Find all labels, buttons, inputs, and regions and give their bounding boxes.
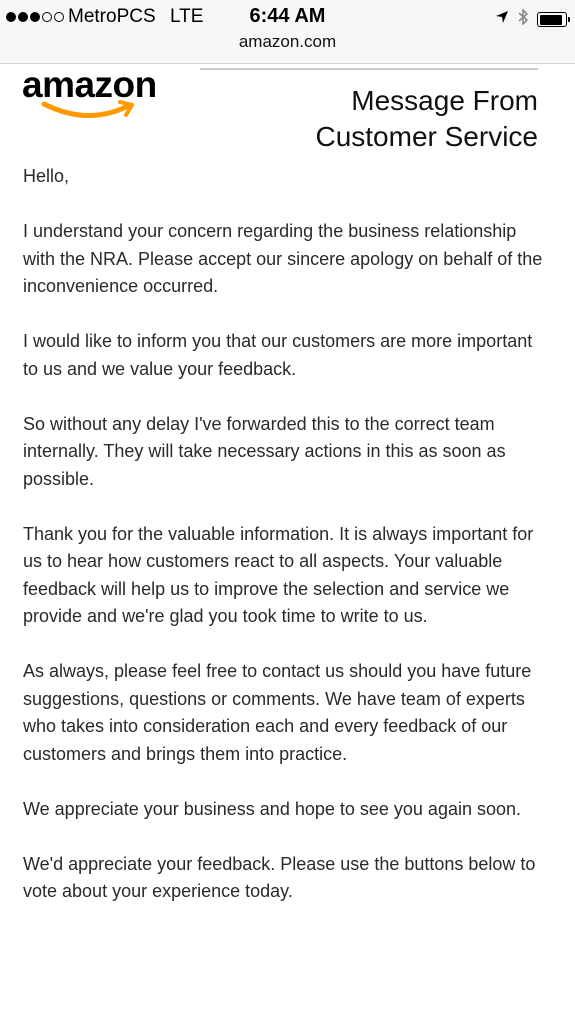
header-divider — [200, 68, 538, 70]
amazon-smile-icon — [40, 98, 140, 122]
title-line-1: Message From — [351, 85, 538, 116]
carrier-name: MetroPCS — [68, 6, 156, 27]
message-paragraph: Thank you for the valuable information. It is always important for us to hear how customers react to all aspects. Your valuable feedback will help us to improve the selection and service we provide and we're glad you took time to write to us. — [23, 523, 534, 626]
status-time: 6:44 AM — [249, 5, 326, 27]
location-arrow-icon — [495, 10, 509, 29]
message-paragraph: We appreciate your business and hope to see you again soon. — [23, 798, 522, 819]
status-bar — [0, 0, 575, 64]
message-paragraph: So without any delay I've forwarded this to the correct team internally. They will take necessary actions in this as soon as possible. — [23, 413, 506, 489]
address-bar-url[interactable]: amazon.com — [238, 32, 337, 51]
logo-wordmark: amazon — [22, 65, 157, 105]
page-title — [238, 83, 538, 155]
message-paragraph: We'd appreciate your feedback. Please use the buttons below to vote about your experience today. — [23, 853, 536, 901]
amazon-logo — [22, 67, 182, 123]
battery-icon — [537, 12, 567, 27]
bluetooth-icon — [517, 8, 529, 31]
message-paragraph: I understand your concern regarding the business relationship with the NRA. Please accept our sincere apology on behalf of the inconvenience occurred. — [23, 221, 543, 296]
status-icons — [495, 8, 567, 31]
network-type: LTE — [170, 6, 204, 27]
status-row — [0, 4, 575, 30]
message-paragraph: I would like to inform you that our customers are more important to us and we value your feedback. — [23, 331, 533, 379]
greeting: Hello, — [23, 166, 70, 186]
message-paragraph: As always, please feel free to contact us should you have future suggestions, questions or comments. We have team of experts who takes into consideration each and every feedback of our customers and brings them into practice. — [23, 661, 532, 764]
title-line-2: Customer Service — [315, 121, 538, 152]
battery-level — [540, 15, 563, 25]
message-body — [23, 163, 543, 933]
email-page — [0, 65, 575, 1024]
